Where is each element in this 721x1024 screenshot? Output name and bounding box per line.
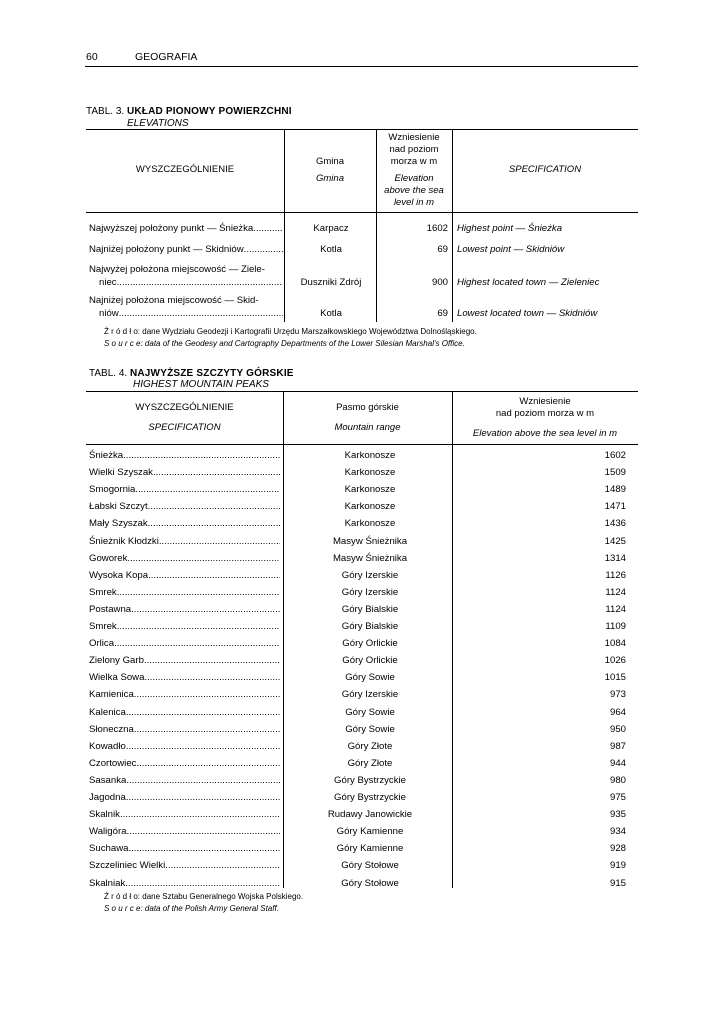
peak-name bbox=[89, 584, 280, 601]
source-text: dane Wydziału Geodezji i Kartografii Urzędu Marszałkowskiego Województwa Dolnośląskiego. bbox=[142, 327, 477, 336]
elevation-value: 1471 bbox=[604, 501, 626, 513]
mountain-range: Góry Orlickie bbox=[342, 655, 398, 667]
peak-name-text: Wielki Szyszak bbox=[89, 467, 153, 479]
peak-name bbox=[89, 840, 280, 857]
peak-name bbox=[89, 447, 280, 464]
mountain-range: Góry Sowie bbox=[345, 672, 395, 684]
table4-header-specification-pl: WYSZCZEGÓLNIENIE bbox=[135, 402, 234, 413]
row-label-text: Najniżej położona miejscowość — Skid- bbox=[89, 295, 259, 306]
mountain-range: Góry Sowie bbox=[345, 706, 395, 718]
table-row bbox=[0, 738, 721, 755]
peak-name-text: Skalnik bbox=[89, 809, 120, 821]
table4-subtitle: HIGHEST MOUNTAIN PEAKS bbox=[133, 379, 269, 390]
table4-header-rule bbox=[86, 444, 638, 445]
peak-name bbox=[89, 567, 280, 584]
row-gmina: Kotla bbox=[320, 244, 342, 255]
table-row bbox=[0, 772, 721, 789]
peak-name-text: Smrek bbox=[89, 621, 117, 632]
peak-name-text: Łabski Szczyt bbox=[89, 501, 148, 513]
table-row bbox=[0, 704, 721, 721]
peak-name-text: Smogornia bbox=[89, 484, 136, 496]
mountain-range: Góry Stołowe bbox=[341, 877, 399, 889]
peak-name-text: Orlica bbox=[89, 638, 115, 650]
peak-name bbox=[89, 823, 280, 840]
mountain-range: Karkonosze bbox=[344, 484, 396, 496]
mountain-range: Góry Stołowe bbox=[341, 860, 399, 872]
header-line: nad poziom bbox=[389, 144, 439, 155]
peak-name-text: Zielony Garb bbox=[89, 655, 144, 667]
table3-divider bbox=[452, 129, 453, 322]
peak-name bbox=[89, 772, 280, 789]
elevation-value: 1124 bbox=[605, 586, 626, 598]
peak-name-text: Śnieżnik Kłodzki bbox=[89, 535, 159, 547]
peak-name bbox=[89, 806, 280, 823]
peak-name bbox=[89, 686, 280, 703]
elevation-value: 1425 bbox=[604, 535, 626, 547]
table-row bbox=[0, 618, 721, 635]
row-gmina: Kotla bbox=[320, 308, 342, 319]
source-text: data of the Polish Army General Staff. bbox=[144, 904, 279, 913]
peak-name bbox=[89, 738, 280, 755]
row-spec: Lowest point — Skidniów bbox=[457, 244, 565, 255]
mountain-range: Masyw Śnieżnika bbox=[332, 535, 408, 547]
row-gmina: Karpacz bbox=[313, 223, 349, 234]
table-row bbox=[0, 498, 721, 515]
header-line: level in m bbox=[393, 197, 435, 208]
header-line: nad poziom morza w m bbox=[495, 408, 595, 419]
source-label: S o u r c e: bbox=[104, 904, 143, 913]
row-spec: Highest point — Śnieżka bbox=[457, 223, 563, 234]
source-label: Ź r ó d ł o: bbox=[104, 327, 141, 336]
elevation-value: 935 bbox=[609, 809, 626, 821]
source-label: S o u r c e: bbox=[104, 339, 143, 348]
peak-name bbox=[89, 635, 280, 652]
table3-source-en bbox=[104, 339, 465, 348]
elevation-value: 919 bbox=[609, 860, 626, 872]
row-label-text: Najniżej położony punkt — Skidniów bbox=[89, 244, 244, 255]
row-label-text: niów bbox=[99, 307, 119, 319]
source-text: dane Sztabu Generalnego Wojska Polskiego. bbox=[142, 892, 304, 901]
table3-header-specification-pl: WYSZCZEGÓLNIENIE bbox=[135, 164, 235, 175]
peak-name-text: Wielka Sowa bbox=[89, 672, 145, 684]
peak-name-text: Suchawa bbox=[89, 843, 129, 855]
peak-name bbox=[89, 857, 280, 874]
row-label-cont bbox=[89, 277, 283, 290]
peak-name bbox=[89, 498, 280, 515]
table4-source-pl bbox=[104, 892, 303, 901]
table4-title-text: NAJWYŻSZE SZCZYTY GÓRSKIE bbox=[129, 368, 294, 379]
peak-name-text: Goworek bbox=[89, 552, 128, 564]
table-row bbox=[0, 533, 721, 550]
peak-name-text: Jagodna bbox=[89, 792, 126, 803]
elevation-value: 1124 bbox=[605, 603, 626, 615]
row-spec: Lowest located town — Skidniów bbox=[457, 308, 598, 319]
table-row bbox=[0, 806, 721, 823]
elevation-value: 934 bbox=[609, 826, 626, 838]
header-line: Wzniesienie bbox=[388, 132, 440, 143]
mountain-range: Masyw Śnieżnika bbox=[332, 552, 408, 564]
peak-name-text: Kowadło bbox=[89, 740, 126, 752]
mountain-range: Góry Sowie bbox=[345, 723, 395, 735]
mountain-range: Góry Bystrzyckie bbox=[334, 792, 406, 803]
elevation-value: 1314 bbox=[604, 552, 626, 564]
row-label-cont bbox=[89, 308, 283, 321]
elevation-value: 975 bbox=[609, 792, 626, 803]
table4-header-specification-en: SPECIFICATION bbox=[148, 422, 221, 433]
table-row bbox=[0, 515, 721, 532]
peak-name-text: Kamienica bbox=[89, 689, 134, 701]
mountain-range: Karkonosze bbox=[344, 450, 396, 461]
table-row bbox=[0, 584, 721, 601]
peak-name bbox=[89, 601, 280, 618]
table-row bbox=[0, 481, 721, 498]
elevation-value: 987 bbox=[609, 740, 626, 752]
source-text: data of the Geodesy and Cartography Departments of the Lower Silesian Marshal's Office. bbox=[144, 339, 465, 348]
peak-name bbox=[89, 464, 280, 481]
peak-name-text: Czortowiec bbox=[89, 757, 137, 769]
mountain-range: Karkonosze bbox=[344, 518, 396, 530]
peak-name-text: Kalenica bbox=[89, 706, 126, 718]
table3-top-rule bbox=[86, 129, 638, 130]
peak-name-text: Skalniak bbox=[89, 877, 126, 889]
elevation-value: 973 bbox=[609, 689, 626, 701]
peak-name bbox=[89, 789, 280, 806]
elevation-value: 1084 bbox=[604, 638, 626, 650]
elevation-value: 915 bbox=[609, 877, 626, 889]
elevation-value: 1509 bbox=[604, 467, 626, 479]
table3-header-elevation-pl bbox=[376, 132, 452, 168]
mountain-range: Góry Bialskie bbox=[341, 621, 399, 632]
mountain-range: Góry Złote bbox=[347, 757, 393, 769]
row-label bbox=[89, 264, 283, 289]
elevation-value: 1015 bbox=[604, 672, 626, 684]
mountain-range: Góry Bialskie bbox=[341, 603, 399, 615]
header-line: Wzniesienie bbox=[519, 396, 571, 407]
elevation-value: 928 bbox=[609, 843, 626, 855]
table3-label: TABL. 3. bbox=[86, 106, 125, 117]
table-row bbox=[0, 464, 721, 481]
table-row bbox=[0, 840, 721, 857]
header-rule bbox=[85, 66, 638, 67]
table3-header-specification-en: SPECIFICATION bbox=[508, 164, 582, 175]
table-row bbox=[0, 652, 721, 669]
table-row bbox=[0, 635, 721, 652]
peak-name-text: Wysoka Kopa bbox=[89, 569, 149, 581]
elevation-value: 1109 bbox=[605, 621, 626, 632]
peak-name-text: Postawna bbox=[89, 603, 132, 615]
row-value: 900 bbox=[431, 277, 448, 288]
table-row bbox=[0, 875, 721, 892]
elevation-value: 1436 bbox=[604, 518, 626, 530]
peak-name-text: Mały Szyszak bbox=[89, 518, 148, 530]
row-spec: Highest located town — Zieleniec bbox=[457, 277, 600, 288]
header-line: morza w m bbox=[390, 156, 438, 167]
table3-source-pl bbox=[104, 327, 477, 336]
peak-name bbox=[89, 721, 280, 738]
peak-name bbox=[89, 652, 280, 669]
mountain-range: Góry Izerskie bbox=[341, 569, 399, 581]
header-line: Elevation bbox=[394, 173, 434, 184]
peak-name bbox=[89, 669, 280, 686]
table3-header-rule bbox=[86, 212, 638, 213]
mountain-range: Góry Orlickie bbox=[342, 638, 398, 650]
table3-header-elevation-en bbox=[376, 173, 452, 209]
source-label: Ź r ó d ł o: bbox=[104, 892, 141, 901]
mountain-range: Góry Izerskie bbox=[341, 689, 399, 701]
mountain-range: Góry Izerskie bbox=[341, 586, 399, 598]
peak-name-text: Smrek bbox=[89, 586, 117, 598]
elevation-value: 1026 bbox=[604, 655, 626, 667]
table3-header-gmina-en: Gmina bbox=[316, 173, 344, 184]
table4-header-elevation-pl bbox=[452, 396, 638, 420]
mountain-range: Góry Kamienne bbox=[336, 826, 404, 838]
row-label bbox=[89, 295, 283, 320]
table-row bbox=[0, 669, 721, 686]
mountain-range: Karkonosze bbox=[344, 501, 396, 513]
table4-title bbox=[89, 368, 294, 379]
row-value: 69 bbox=[437, 244, 448, 255]
peak-name-text: Śnieżka bbox=[89, 450, 124, 461]
section-title: GEOGRAFIA bbox=[135, 51, 198, 63]
table-row bbox=[0, 447, 721, 464]
peak-name bbox=[89, 481, 280, 498]
mountain-range: Karkonosze bbox=[344, 467, 396, 479]
table-row bbox=[0, 601, 721, 618]
mountain-range: Góry Bystrzyckie bbox=[334, 774, 406, 786]
table-row bbox=[0, 789, 721, 806]
peak-name-text: Szczeliniec Wielki bbox=[89, 860, 166, 872]
row-label bbox=[89, 223, 283, 236]
table3-subtitle: ELEVATIONS bbox=[127, 118, 189, 129]
row-gmina: Duszniki Zdrój bbox=[300, 277, 362, 288]
elevation-value: 1489 bbox=[604, 484, 626, 496]
table4-header-elevation-en: Elevation above the sea level in m bbox=[472, 428, 618, 439]
peak-name-text: Waligóra bbox=[89, 826, 127, 838]
row-value: 69 bbox=[437, 308, 448, 319]
table-row bbox=[0, 755, 721, 772]
row-label-text: Najwyżej położona miejscowość — Ziele- bbox=[89, 264, 265, 275]
page-number: 60 bbox=[86, 51, 98, 63]
elevation-value: 944 bbox=[609, 757, 626, 769]
table-row bbox=[0, 721, 721, 738]
elevation-value: 1126 bbox=[605, 569, 626, 581]
table3-title-text: UKŁAD PIONOWY POWIERZCHNI bbox=[126, 106, 292, 117]
table-row bbox=[0, 550, 721, 567]
table4-header-range-en: Mountain range bbox=[334, 422, 401, 433]
table-row bbox=[0, 567, 721, 584]
row-label-text: Najwyższej położony punkt — Śnieżka bbox=[89, 223, 254, 234]
mountain-range: Rudawy Janowickie bbox=[327, 809, 413, 821]
mountain-range: Góry Złote bbox=[347, 740, 393, 752]
table-row bbox=[0, 686, 721, 703]
peak-name bbox=[89, 875, 280, 892]
peak-name bbox=[89, 533, 280, 550]
table3-title bbox=[86, 106, 292, 117]
mountain-range: Góry Kamienne bbox=[336, 843, 404, 855]
table-row bbox=[0, 823, 721, 840]
table4-header-range-pl: Pasmo górskie bbox=[336, 402, 399, 413]
header-line: above the sea bbox=[384, 185, 444, 196]
elevation-value: 980 bbox=[609, 774, 626, 786]
peak-name bbox=[89, 515, 280, 532]
row-label-text: niec bbox=[99, 276, 117, 288]
peak-name bbox=[89, 618, 280, 635]
elevation-value: 950 bbox=[609, 723, 626, 735]
row-value: 1602 bbox=[426, 223, 448, 234]
peak-name bbox=[89, 550, 280, 567]
elevation-value: 1602 bbox=[604, 450, 626, 461]
table4-label: TABL. 4. bbox=[89, 368, 128, 379]
peak-name-text: Sasanka bbox=[89, 774, 127, 786]
peak-name-text: Słoneczna bbox=[89, 723, 134, 735]
peak-name bbox=[89, 704, 280, 721]
table4-top-rule bbox=[86, 391, 638, 392]
table-row bbox=[0, 857, 721, 874]
table4-source-en bbox=[104, 904, 279, 913]
peak-name bbox=[89, 755, 280, 772]
row-label bbox=[89, 244, 283, 257]
elevation-value: 964 bbox=[609, 706, 626, 718]
table3-header-gmina-pl: Gmina bbox=[316, 156, 344, 167]
